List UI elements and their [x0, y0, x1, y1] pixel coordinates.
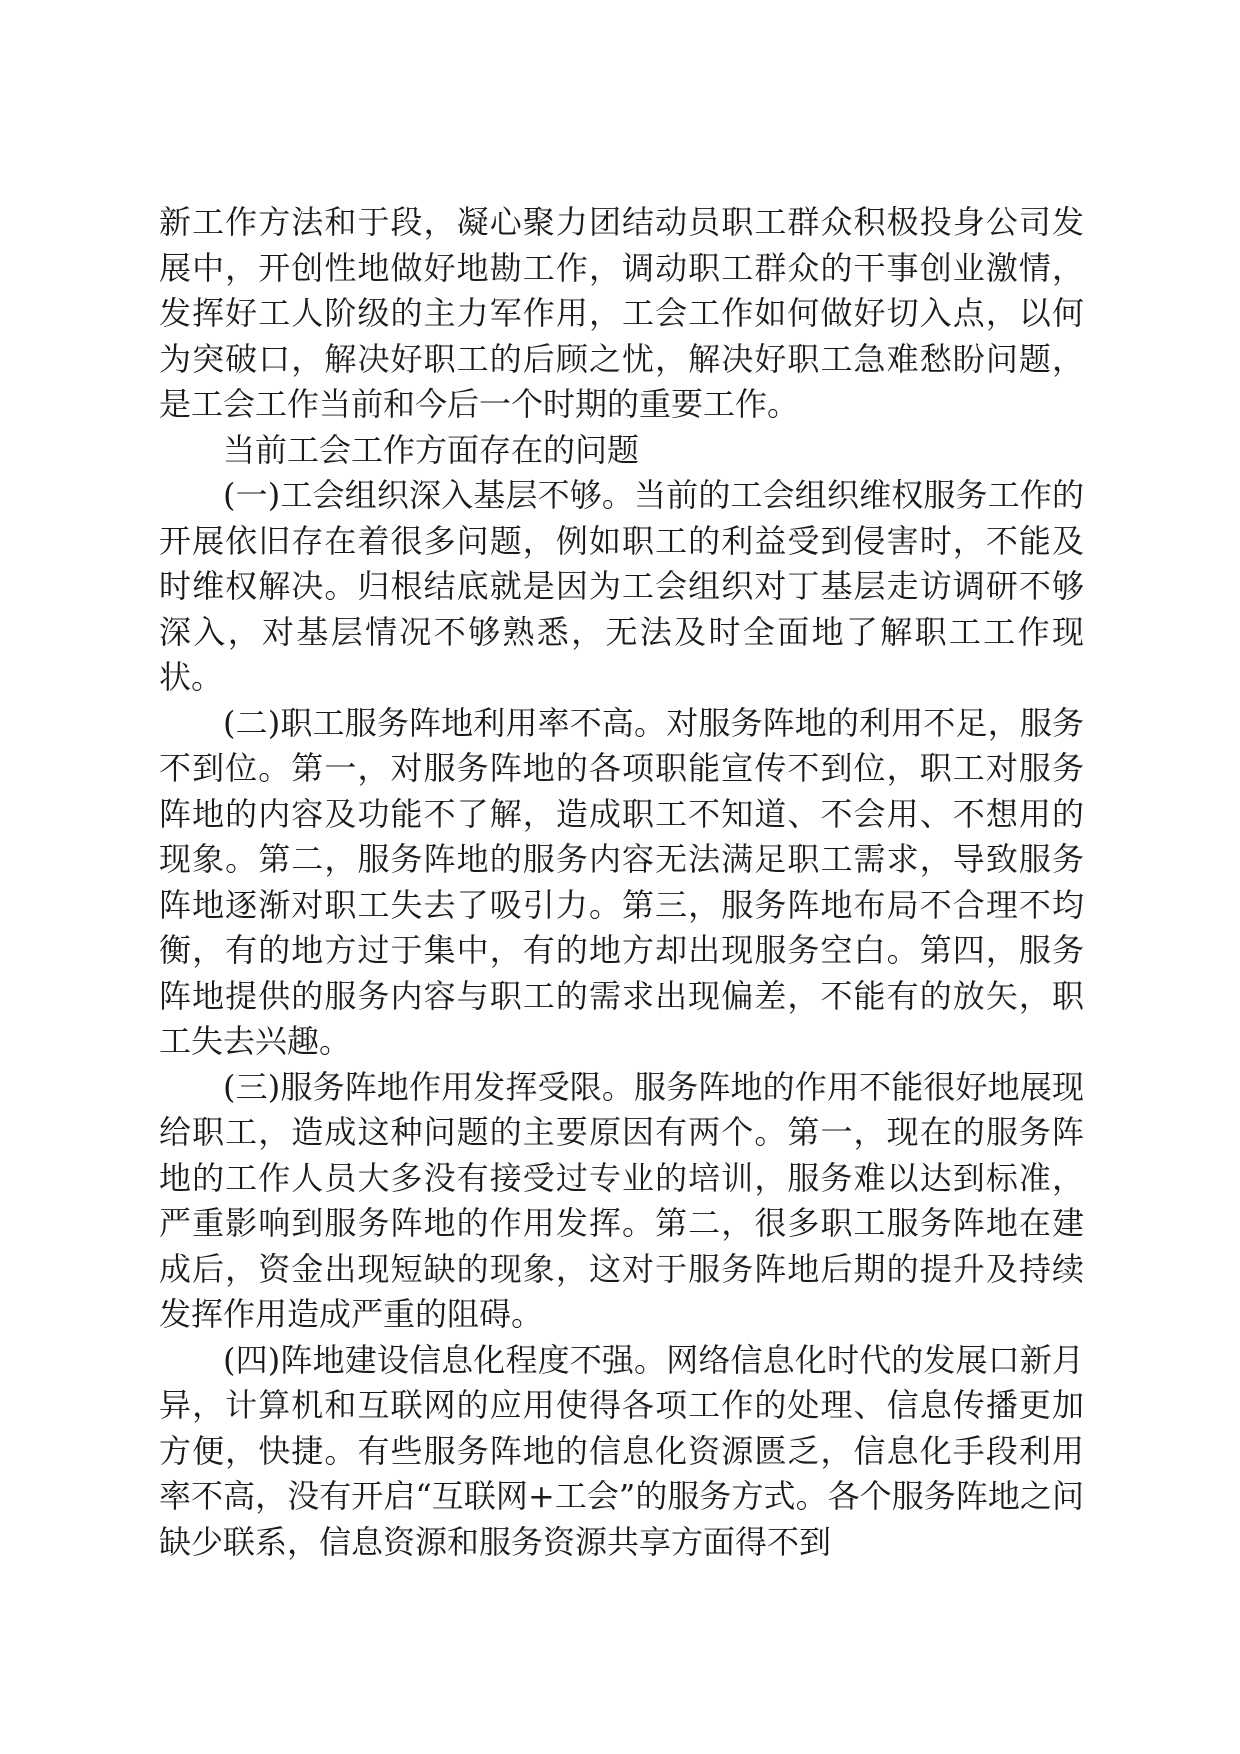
- paragraph-issue-3: (三)服务阵地作用发挥受限。服务阵地的作用不能很好地展现给职工，造成这种问题的主要原因有两个。第一，现在的服务阵地的工作人员大多没有接受过专业的培训，服务难以达到标准，严重影响到服务阵地的作用发挥。第二，很多职工服务阵地在建成后，资金出现短缺的现象，这对于服务阵地后期的提升及持续发挥作用造成严重的阻碍。: [159, 1067, 1084, 1333]
- paragraph-issue-2: (二)职工服务阵地利用率不高。对服务阵地的利用不足，服务不到位。第一，对服务阵地的各项职能宣传不到位，职工对服务阵地的内容及功能不了解，造成职工不知道、不会用、不想用的现象。第二，服务阵地的服务内容无法满足职工需求，导致服务阵地逐渐对职工失去了吸引力。第三，服务阵地布局不合理不均衡，有的地方过于集中，有的地方却出现服务空白。第四，服务阵地提供的服务内容与职工的需求出现偏差，不能有的放矢，职工失去兴趣。: [159, 703, 1084, 1060]
- paragraph-issue-1: (一)工会组织深入基层不够。当前的工会组织维权服务工作的开展依旧存在着很多问题，例如职工的利益受到侵害时，不能及时维权解决。归根结底就是因为工会组织对丁基层走访调研不够深入，对基层情况不够熟悉，无法及时全面地了解职工工作现状。: [159, 476, 1084, 696]
- paragraph-issue-4: (四)阵地建设信息化程度不强。网络信息化时代的发展口新月异，计算机和互联网的应用使得各项工作的处理、信息传播更加方便，快捷。有些服务阵地的信息化资源匮乏，信息化手段利用率不高，没有开启“互联网+工会”的服务方式。各个服务阵地之问缺少联系，信息资源和服务资源共享方面得不到: [159, 1340, 1084, 1561]
- paragraph-intro-continuation: 新工作方法和于段，凝心聚力团结动员职工群众积极投身公司发展中，开创性地做好地勘工作，调动职工群众的干事创业激情，发挥好工人阶级的主力军作用，工会工作如何做好切入点，以何为突破口，解决好职工的后顾之忧，解决好职工急难愁盼问题，是工会工作当前和今后一个时期的重要工作。: [159, 203, 1084, 423]
- section-heading: 当前工会工作方面存在的问题: [223, 430, 640, 469]
- document-body: [159, 200, 1084, 1565]
